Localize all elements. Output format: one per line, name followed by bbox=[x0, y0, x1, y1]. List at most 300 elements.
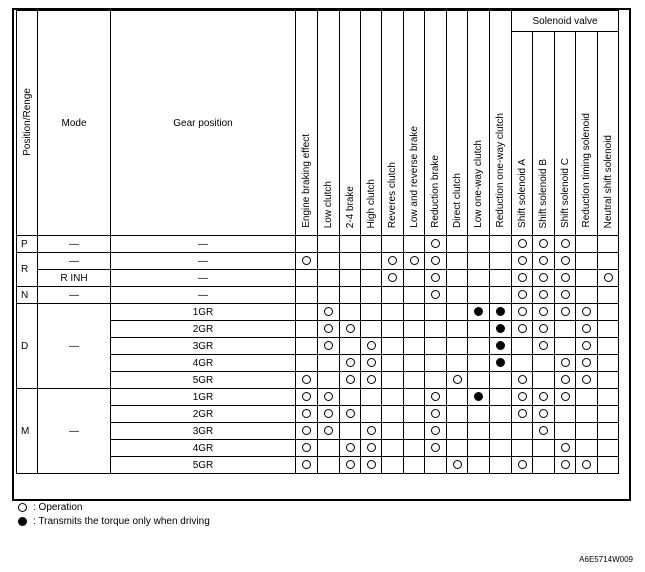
hollow-circle-icon bbox=[539, 341, 548, 350]
status-cell bbox=[447, 253, 468, 270]
status-cell bbox=[447, 457, 468, 474]
hollow-circle-icon bbox=[582, 460, 591, 469]
status-cell bbox=[468, 287, 490, 304]
status-cell bbox=[425, 287, 447, 304]
status-cell bbox=[598, 406, 619, 423]
filled-circle-icon bbox=[474, 307, 483, 316]
status-cell bbox=[425, 440, 447, 457]
status-cell bbox=[512, 253, 533, 270]
status-cell bbox=[318, 440, 340, 457]
hollow-circle-icon bbox=[346, 460, 355, 469]
status-cell bbox=[340, 287, 361, 304]
hollow-circle-icon bbox=[539, 273, 548, 282]
status-cell bbox=[555, 304, 576, 321]
status-cell bbox=[598, 270, 619, 287]
hollow-circle-icon bbox=[518, 409, 527, 418]
status-cell bbox=[598, 287, 619, 304]
hollow-circle-icon bbox=[346, 358, 355, 367]
status-cell bbox=[447, 236, 468, 253]
hollow-circle-icon bbox=[518, 290, 527, 299]
status-cell bbox=[512, 406, 533, 423]
mode-cell: R INH bbox=[38, 270, 111, 287]
status-cell bbox=[512, 304, 533, 321]
status-cell bbox=[296, 355, 318, 372]
status-cell bbox=[404, 270, 425, 287]
status-cell bbox=[340, 321, 361, 338]
status-cell bbox=[361, 406, 382, 423]
status-cell bbox=[361, 389, 382, 406]
status-cell bbox=[296, 236, 318, 253]
operation-table bbox=[16, 10, 619, 474]
status-cell bbox=[318, 270, 340, 287]
status-cell bbox=[512, 440, 533, 457]
status-cell bbox=[533, 338, 555, 355]
status-cell bbox=[598, 304, 619, 321]
status-cell bbox=[447, 406, 468, 423]
legend-operation: : Operation bbox=[18, 502, 82, 513]
status-cell bbox=[533, 389, 555, 406]
status-cell bbox=[425, 236, 447, 253]
status-cell bbox=[490, 236, 512, 253]
status-cell bbox=[576, 338, 598, 355]
status-cell bbox=[533, 423, 555, 440]
status-cell bbox=[533, 372, 555, 389]
status-cell bbox=[382, 406, 404, 423]
status-cell bbox=[533, 457, 555, 474]
hollow-circle-icon bbox=[410, 256, 419, 265]
position-cell: M bbox=[17, 389, 38, 474]
hollow-circle-icon bbox=[561, 375, 570, 384]
hollow-circle-icon bbox=[346, 324, 355, 333]
table-row bbox=[17, 253, 619, 270]
status-cell bbox=[512, 389, 533, 406]
status-cell bbox=[533, 287, 555, 304]
status-cell bbox=[598, 423, 619, 440]
hollow-circle-icon bbox=[453, 375, 462, 384]
status-cell bbox=[447, 321, 468, 338]
status-cell bbox=[533, 253, 555, 270]
hollow-circle-icon bbox=[431, 256, 440, 265]
status-cell bbox=[447, 355, 468, 372]
status-cell bbox=[340, 304, 361, 321]
status-cell bbox=[425, 321, 447, 338]
status-cell bbox=[447, 287, 468, 304]
header-element: Reduction timing solenoid bbox=[576, 32, 598, 236]
status-cell bbox=[425, 338, 447, 355]
hollow-circle-icon bbox=[431, 443, 440, 452]
hollow-circle-icon bbox=[324, 324, 333, 333]
status-cell bbox=[318, 457, 340, 474]
status-cell bbox=[425, 406, 447, 423]
gear-cell: 4GR bbox=[111, 355, 296, 372]
hollow-circle-icon bbox=[518, 256, 527, 265]
status-cell bbox=[468, 440, 490, 457]
hollow-circle-icon bbox=[324, 341, 333, 350]
status-cell bbox=[296, 287, 318, 304]
mode-cell: — bbox=[38, 389, 111, 474]
status-cell bbox=[361, 304, 382, 321]
status-cell bbox=[576, 355, 598, 372]
hollow-circle-icon bbox=[367, 460, 376, 469]
status-cell bbox=[404, 253, 425, 270]
header-mode: Mode bbox=[38, 11, 111, 236]
header-position: Position/Renge bbox=[17, 11, 38, 236]
status-cell bbox=[512, 270, 533, 287]
status-cell bbox=[512, 355, 533, 372]
status-cell bbox=[512, 338, 533, 355]
status-cell bbox=[425, 355, 447, 372]
hollow-circle-icon bbox=[582, 341, 591, 350]
hollow-circle-icon bbox=[367, 375, 376, 384]
status-cell bbox=[468, 304, 490, 321]
status-cell bbox=[404, 423, 425, 440]
status-cell bbox=[340, 423, 361, 440]
gear-cell: 1GR bbox=[111, 304, 296, 321]
status-cell bbox=[555, 440, 576, 457]
gear-cell: 4GR bbox=[111, 440, 296, 457]
status-cell bbox=[468, 457, 490, 474]
header-gear: Gear position bbox=[111, 11, 296, 236]
status-cell bbox=[340, 440, 361, 457]
hollow-circle-icon bbox=[453, 460, 462, 469]
header-element: Shift solenoid B bbox=[533, 32, 555, 236]
status-cell bbox=[425, 372, 447, 389]
status-cell bbox=[576, 440, 598, 457]
header-element: Low and reverse brake bbox=[404, 11, 425, 236]
status-cell bbox=[490, 287, 512, 304]
hollow-circle-icon bbox=[431, 290, 440, 299]
status-cell bbox=[382, 270, 404, 287]
hollow-circle-icon bbox=[561, 307, 570, 316]
filled-circle-icon bbox=[496, 307, 505, 316]
legend-torque: : Transmits the torque only when driving bbox=[18, 516, 210, 527]
status-cell bbox=[382, 236, 404, 253]
gear-cell: — bbox=[111, 287, 296, 304]
status-cell bbox=[468, 338, 490, 355]
status-cell bbox=[425, 389, 447, 406]
status-cell bbox=[576, 304, 598, 321]
status-cell bbox=[468, 253, 490, 270]
hollow-circle-icon bbox=[539, 256, 548, 265]
status-cell bbox=[490, 457, 512, 474]
mode-cell: — bbox=[38, 253, 111, 270]
status-cell bbox=[296, 389, 318, 406]
filled-circle-icon bbox=[496, 324, 505, 333]
hollow-circle-icon bbox=[367, 358, 376, 367]
hollow-circle-icon bbox=[346, 443, 355, 452]
gear-cell: 2GR bbox=[111, 406, 296, 423]
gear-cell: — bbox=[111, 253, 296, 270]
hollow-circle-icon bbox=[561, 443, 570, 452]
status-cell bbox=[382, 440, 404, 457]
status-cell bbox=[555, 406, 576, 423]
status-cell bbox=[404, 304, 425, 321]
hollow-circle-icon bbox=[604, 273, 613, 282]
status-cell bbox=[598, 457, 619, 474]
status-cell bbox=[490, 372, 512, 389]
status-cell bbox=[382, 304, 404, 321]
table-row bbox=[17, 389, 619, 406]
hollow-circle-icon bbox=[518, 460, 527, 469]
hollow-circle-icon bbox=[302, 443, 311, 452]
mode-cell: — bbox=[38, 304, 111, 389]
mode-cell: — bbox=[38, 236, 111, 253]
status-cell bbox=[340, 270, 361, 287]
status-cell bbox=[318, 423, 340, 440]
status-cell bbox=[425, 457, 447, 474]
status-cell bbox=[533, 440, 555, 457]
hollow-circle-icon bbox=[561, 290, 570, 299]
status-cell bbox=[447, 270, 468, 287]
gear-cell: 1GR bbox=[111, 389, 296, 406]
mode-cell: — bbox=[38, 287, 111, 304]
status-cell bbox=[340, 389, 361, 406]
hollow-circle-icon bbox=[518, 307, 527, 316]
status-cell bbox=[361, 372, 382, 389]
status-cell bbox=[340, 355, 361, 372]
hollow-circle-icon bbox=[367, 443, 376, 452]
status-cell bbox=[555, 423, 576, 440]
hollow-circle-icon bbox=[324, 409, 333, 418]
position-cell: P bbox=[17, 236, 38, 253]
status-cell bbox=[490, 406, 512, 423]
status-cell bbox=[490, 440, 512, 457]
status-cell bbox=[425, 304, 447, 321]
status-cell bbox=[512, 457, 533, 474]
status-cell bbox=[533, 355, 555, 372]
status-cell bbox=[468, 355, 490, 372]
hollow-circle-icon bbox=[518, 273, 527, 282]
status-cell bbox=[361, 338, 382, 355]
status-cell bbox=[425, 253, 447, 270]
hollow-circle-icon bbox=[302, 375, 311, 384]
header-element: 2-4 brake bbox=[340, 11, 361, 236]
status-cell bbox=[340, 406, 361, 423]
status-cell bbox=[576, 423, 598, 440]
status-cell bbox=[555, 338, 576, 355]
figure-code: A6E5714W009 bbox=[579, 555, 633, 564]
status-cell bbox=[382, 423, 404, 440]
hollow-circle-icon bbox=[518, 392, 527, 401]
status-cell bbox=[382, 321, 404, 338]
status-cell bbox=[404, 321, 425, 338]
status-cell bbox=[361, 270, 382, 287]
hollow-circle-icon bbox=[302, 409, 311, 418]
status-cell bbox=[382, 253, 404, 270]
status-cell bbox=[598, 372, 619, 389]
status-cell bbox=[468, 321, 490, 338]
status-cell bbox=[296, 372, 318, 389]
status-cell bbox=[404, 236, 425, 253]
status-cell bbox=[576, 406, 598, 423]
status-cell bbox=[533, 236, 555, 253]
status-cell bbox=[490, 321, 512, 338]
hollow-circle-icon bbox=[346, 375, 355, 384]
gear-cell: 5GR bbox=[111, 372, 296, 389]
header-element: Engine braking effect bbox=[296, 11, 318, 236]
status-cell bbox=[555, 270, 576, 287]
table-row bbox=[17, 236, 619, 253]
hollow-circle-icon bbox=[367, 426, 376, 435]
status-cell bbox=[555, 355, 576, 372]
filled-circle-icon bbox=[496, 341, 505, 350]
status-cell bbox=[468, 270, 490, 287]
status-cell bbox=[382, 355, 404, 372]
hollow-circle-icon bbox=[18, 503, 27, 512]
hollow-circle-icon bbox=[582, 358, 591, 367]
status-cell bbox=[533, 270, 555, 287]
status-cell bbox=[447, 440, 468, 457]
hollow-circle-icon bbox=[561, 273, 570, 282]
status-cell bbox=[447, 423, 468, 440]
status-cell bbox=[490, 270, 512, 287]
header-element: Low one-way clutch bbox=[468, 11, 490, 236]
status-cell bbox=[404, 355, 425, 372]
status-cell bbox=[576, 457, 598, 474]
status-cell bbox=[468, 406, 490, 423]
status-cell bbox=[490, 423, 512, 440]
status-cell bbox=[576, 287, 598, 304]
status-cell bbox=[296, 423, 318, 440]
status-cell bbox=[598, 321, 619, 338]
status-cell bbox=[490, 338, 512, 355]
status-cell bbox=[382, 338, 404, 355]
status-cell bbox=[576, 372, 598, 389]
status-cell bbox=[555, 321, 576, 338]
status-cell bbox=[512, 321, 533, 338]
header-solenoid-valve: Solenoid valve bbox=[512, 11, 619, 32]
status-cell bbox=[468, 236, 490, 253]
hollow-circle-icon bbox=[561, 358, 570, 367]
gear-cell: — bbox=[111, 236, 296, 253]
status-cell bbox=[340, 253, 361, 270]
table-row bbox=[17, 270, 619, 287]
hollow-circle-icon bbox=[539, 324, 548, 333]
hollow-circle-icon bbox=[302, 392, 311, 401]
hollow-circle-icon bbox=[518, 324, 527, 333]
hollow-circle-icon bbox=[324, 426, 333, 435]
status-cell bbox=[318, 338, 340, 355]
status-cell bbox=[468, 372, 490, 389]
hollow-circle-icon bbox=[388, 273, 397, 282]
header-element: Reveres clutch bbox=[382, 11, 404, 236]
status-cell bbox=[296, 304, 318, 321]
filled-circle-icon bbox=[18, 517, 27, 526]
header-element: Neutral shift solenoid bbox=[598, 32, 619, 236]
status-cell bbox=[490, 304, 512, 321]
status-cell bbox=[576, 236, 598, 253]
status-cell bbox=[598, 253, 619, 270]
status-cell bbox=[361, 423, 382, 440]
status-cell bbox=[318, 304, 340, 321]
status-cell bbox=[296, 457, 318, 474]
status-cell bbox=[533, 321, 555, 338]
status-cell bbox=[598, 389, 619, 406]
hollow-circle-icon bbox=[367, 341, 376, 350]
hollow-circle-icon bbox=[539, 426, 548, 435]
status-cell bbox=[576, 321, 598, 338]
status-cell bbox=[576, 389, 598, 406]
hollow-circle-icon bbox=[539, 290, 548, 299]
hollow-circle-icon bbox=[582, 307, 591, 316]
position-cell: D bbox=[17, 304, 38, 389]
filled-circle-icon bbox=[496, 358, 505, 367]
status-cell bbox=[361, 287, 382, 304]
status-cell bbox=[296, 270, 318, 287]
status-cell bbox=[382, 372, 404, 389]
status-cell bbox=[361, 355, 382, 372]
status-cell bbox=[468, 423, 490, 440]
gear-cell: 2GR bbox=[111, 321, 296, 338]
hollow-circle-icon bbox=[431, 392, 440, 401]
position-cell: N bbox=[17, 287, 38, 304]
hollow-circle-icon bbox=[302, 426, 311, 435]
status-cell bbox=[555, 372, 576, 389]
status-cell bbox=[318, 253, 340, 270]
status-cell bbox=[404, 372, 425, 389]
table-row bbox=[17, 287, 619, 304]
hollow-circle-icon bbox=[324, 392, 333, 401]
table-row bbox=[17, 304, 619, 321]
status-cell bbox=[382, 389, 404, 406]
hollow-circle-icon bbox=[539, 409, 548, 418]
header-element: Shift solenoid A bbox=[512, 32, 533, 236]
hollow-circle-icon bbox=[561, 256, 570, 265]
gear-cell: 3GR bbox=[111, 423, 296, 440]
status-cell bbox=[512, 423, 533, 440]
status-cell bbox=[447, 389, 468, 406]
status-cell bbox=[382, 457, 404, 474]
status-cell bbox=[361, 321, 382, 338]
hollow-circle-icon bbox=[539, 239, 548, 248]
status-cell bbox=[296, 440, 318, 457]
status-cell bbox=[296, 338, 318, 355]
status-cell bbox=[318, 406, 340, 423]
status-cell bbox=[555, 236, 576, 253]
hollow-circle-icon bbox=[431, 239, 440, 248]
filled-circle-icon bbox=[474, 392, 483, 401]
status-cell bbox=[318, 287, 340, 304]
hollow-circle-icon bbox=[431, 273, 440, 282]
status-cell bbox=[576, 253, 598, 270]
status-cell bbox=[512, 236, 533, 253]
status-cell bbox=[318, 372, 340, 389]
status-cell bbox=[576, 270, 598, 287]
status-cell bbox=[340, 372, 361, 389]
header-element: Low clutch bbox=[318, 11, 340, 236]
hollow-circle-icon bbox=[561, 392, 570, 401]
status-cell bbox=[598, 236, 619, 253]
status-cell bbox=[361, 440, 382, 457]
status-cell bbox=[468, 389, 490, 406]
hollow-circle-icon bbox=[582, 324, 591, 333]
status-cell bbox=[296, 406, 318, 423]
status-cell bbox=[318, 236, 340, 253]
status-cell bbox=[447, 338, 468, 355]
hollow-circle-icon bbox=[302, 256, 311, 265]
status-cell bbox=[490, 253, 512, 270]
status-cell bbox=[404, 457, 425, 474]
status-cell bbox=[512, 372, 533, 389]
status-cell bbox=[361, 253, 382, 270]
gear-cell: 5GR bbox=[111, 457, 296, 474]
hollow-circle-icon bbox=[518, 239, 527, 248]
hollow-circle-icon bbox=[561, 239, 570, 248]
status-cell bbox=[361, 457, 382, 474]
status-cell bbox=[555, 389, 576, 406]
status-cell bbox=[447, 372, 468, 389]
status-cell bbox=[447, 304, 468, 321]
